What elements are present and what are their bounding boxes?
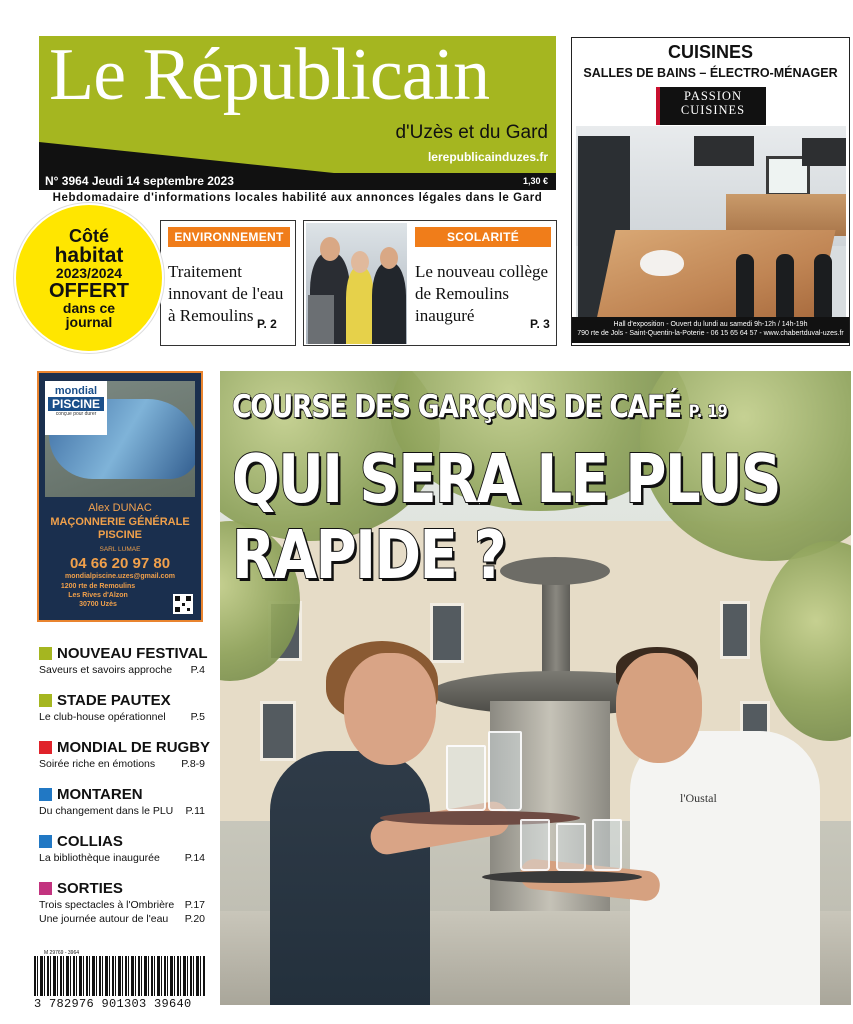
headline-line: RAPIDE ? [232,516,506,595]
headline-kicker [232,389,728,425]
ad-email[interactable]: mondialpiscine.uzes@gmail.com [65,573,175,580]
masthead [39,36,556,192]
mondial-piscine-logo [45,381,107,435]
sommaire-item[interactable] [39,738,211,785]
sommaire-title: SORTIES [57,880,123,897]
sommaire-page: P.14 [184,852,205,864]
tray-left [380,811,580,825]
kicker-page: P. 19 [688,402,728,422]
passion-cuisines-logo [656,87,766,125]
sommaire-text: La bibliothèque inaugurée [39,852,160,864]
barcode-number: 3 782976 901303 39640 [34,997,192,1011]
issue-bar [39,173,556,190]
sommaire-text: Trois spectacles à l'Ombrière [39,899,175,911]
badge-line: 2023/2024 [55,265,123,282]
teaser-environnement[interactable] [160,220,296,346]
logo-line: PASSION [684,89,742,103]
shirt-logo: l'Oustal [680,791,717,805]
waiter-right [630,731,820,1005]
sommaire-text: Le club-house opérationnel [39,711,166,723]
section-tag: SCOLARITÉ [415,227,551,247]
sommaire-text: Saveurs et savoirs approche [39,664,173,676]
ad-subtitle: SALLES DE BAINS – ÉLECTRO-MÉNAGER [583,66,838,80]
badge-line: journal [65,314,113,331]
newspaper-title: Le Républicain [49,36,490,116]
logo-line: CUISINES [680,102,746,117]
teaser-headline: Le nouveau collège de Remoulins inauguré [415,262,549,326]
kitchen-photo [576,126,846,318]
section-square-icon [39,835,52,848]
ad-mondial-piscine[interactable] [37,371,203,622]
sommaire-title: NOUVEAU FESTIVAL [57,645,208,662]
sommaire-item[interactable] [39,691,205,738]
ad-address: 30700 Uzès [79,601,117,608]
teaser-scolarite[interactable] [303,220,557,346]
logo-line: conçue pour durer [55,411,97,417]
ad-contact-info [572,317,849,343]
section-tag: ENVIRONNEMENT [168,227,290,247]
headline-line: QUI SERA LE PLUS [232,440,780,518]
issue-price: 1,30 € [522,176,548,186]
newspaper-tagline: Hebdomadaire d'informations locales habilité aux annonces légales dans le Gard [52,192,543,204]
sommaire-page: P.20 [184,913,205,925]
section-square-icon [39,694,52,707]
badge-line: Côté [69,225,109,246]
main-headline [232,441,780,594]
sommaire-item[interactable] [39,832,205,879]
ad-headline: PISCINE [97,529,142,541]
teaser-headline: Traitement innovant de l'eau à Remoulins [168,262,284,326]
section-square-icon [39,788,52,801]
badge-line: OFFERT [49,279,129,302]
badge-line: dans ce [62,299,116,316]
tray-right [482,871,642,883]
logo-line: PISCINE [48,397,104,411]
sommaire-title: MONTAREN [57,786,143,803]
ad-address: 1200 rte de Remoulins [60,583,136,590]
ad-phone[interactable]: 04 66 20 97 80 [69,555,171,572]
lead-story[interactable] [220,371,851,1005]
sommaire [39,644,211,926]
newspaper-subtitle: d'Uzès et du Gard [395,122,548,143]
sommaire-text: Du changement dans le PLU [39,805,174,817]
ad-passion-cuisines[interactable] [571,37,850,346]
sommaire-title: COLLIAS [57,833,123,850]
ad-address: Les Rives d'Alzon [68,592,128,599]
sommaire-page: P.4 [190,664,205,676]
waiter-left [270,751,430,1005]
sommaire-page: P.17 [184,899,205,911]
barcode [34,950,206,1010]
ad-contact-name: Alex DUNAC [88,502,152,514]
barcode-bars-icon [34,956,206,996]
ad-info-line: 790 rte de Jols - Saint-Quentin-la-Poterie - 06 15 65 64 57 - www.chabertduval-uzes.fr [577,330,844,338]
sommaire-text: Soirée riche en émotions [39,758,156,770]
sommaire-page: P.11 [185,805,205,817]
section-square-icon [39,882,52,895]
masthead-banner [39,36,556,173]
sommaire-title: MONDIAL DE RUGBY [57,739,211,756]
section-square-icon [39,741,52,754]
teaser-page: P. 3 [530,317,550,331]
sommaire-page: P.8-9 [181,758,205,770]
kicker-text: COURSE DES GARÇONS DE CAFÉ [232,389,681,425]
badge-line: habitat [54,243,124,267]
sommaire-item[interactable] [39,879,205,926]
teaser-page: P. 2 [257,317,277,331]
section-square-icon [39,647,52,660]
sommaire-item[interactable] [39,785,205,832]
ad-info-line: Hall d'exposition - Ouvert du lundi au samedi 9h-12h / 14h-19h [613,321,808,328]
ad-headline: MAÇONNERIE GÉNÉRALE [50,516,190,528]
pool-photo [45,381,195,497]
ad-company: SARL LUMAE [99,546,141,553]
logo-line: mondial [54,385,98,397]
sommaire-text: Une journée autour de l'eau [39,913,169,925]
inauguration-photo [306,223,407,344]
barcode-top-code: M 29769 - 3964 [44,950,80,956]
sommaire-page: P.5 [190,711,205,723]
sommaire-item[interactable] [39,644,208,691]
issue-number-date: N° 3964 Jeudi 14 septembre 2023 [45,174,234,188]
ad-title: CUISINES [667,42,754,62]
qr-code-icon[interactable] [173,594,193,614]
cote-habitat-badge [14,203,164,353]
sommaire-title: STADE PAUTEX [57,692,171,709]
newspaper-url[interactable]: lerepublicainduzes.fr [427,150,548,164]
